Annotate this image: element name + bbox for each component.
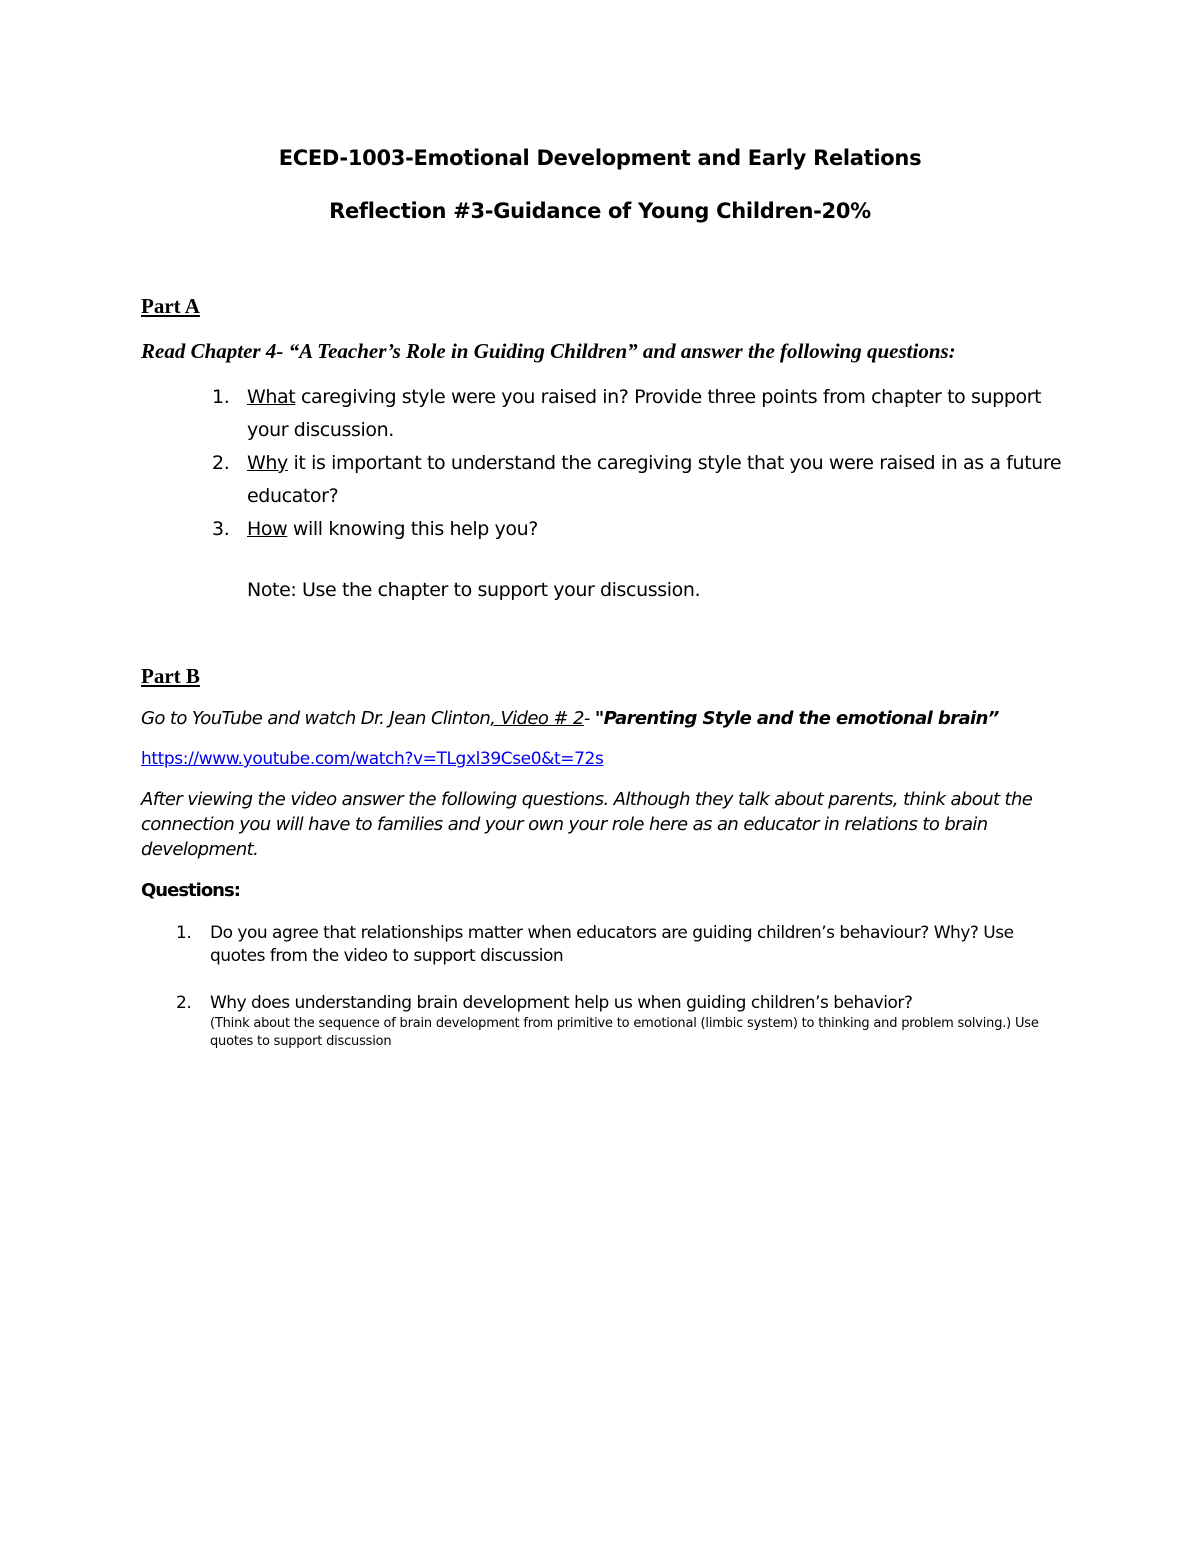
- course-title: ECED-1003-Emotional Development and Early Relations: [278, 146, 922, 170]
- question-number: 1.: [176, 923, 192, 943]
- part-a-heading: Part A: [141, 294, 200, 318]
- question-text: Do you agree that relationships matter when educators are guiding children’s behaviour? Why? Use quotes from the video to support discussion: [210, 923, 1014, 966]
- question-keyword: Why: [247, 452, 288, 474]
- part-a-question-1: [212, 381, 1062, 447]
- question-number: 3.: [212, 518, 230, 540]
- reflection-title: Reflection #3-Guidance of Young Children-20%: [329, 199, 871, 223]
- question-text: it is important to understand the caregiving style that you were raised in as a future educator?: [247, 452, 1062, 507]
- part-b-video-instruction: [141, 708, 999, 729]
- question-text: caregiving style were you raised in? Provide three points from chapter to support your discussion.: [247, 386, 1042, 441]
- question-number: 1.: [212, 386, 230, 408]
- part-b-heading: Part B: [141, 664, 200, 688]
- part-a-question-2: [212, 447, 1062, 513]
- question-text: Why does understanding brain development help us when guiding children’s behavior?: [210, 993, 913, 1013]
- part-a-question-3: [212, 513, 1062, 546]
- goto-dash: -: [583, 708, 595, 729]
- question-keyword: What: [247, 386, 296, 408]
- part-a-instruction: Read Chapter 4- “A Teacher’s Role in Guiding Children” and answer the following questions:: [141, 339, 956, 363]
- video-title: "Parenting Style and the emotional brain”: [594, 708, 999, 729]
- part-b-after-viewing-text: After viewing the video answer the following questions. Although they talk about parents, think about the connection you will have to families and your own your role here as an educator in relations to brain development.: [141, 789, 1033, 860]
- video-number: , Video # 2: [490, 708, 584, 729]
- part-a-note: Note: Use the chapter to support your discussion.: [247, 579, 701, 601]
- questions-label: Questions:: [141, 880, 240, 901]
- question-detail: (Think about the sequence of brain development from primitive to emotional (limbic system) to thinking and problem solving.) Use quotes to support discussion: [210, 1016, 1039, 1049]
- part-b-question-1: [176, 922, 1056, 968]
- part-b-question-2: [176, 992, 1056, 1051]
- goto-prefix: Go to YouTube and watch Dr. Jean Clinton: [141, 708, 491, 729]
- question-number: 2.: [212, 452, 230, 474]
- question-number: 2.: [176, 993, 192, 1013]
- youtube-link[interactable]: https://www.youtube.com/watch?v=TLgxl39Cse0&t=72s: [141, 749, 604, 769]
- question-text: will knowing this help you?: [287, 518, 538, 540]
- question-keyword: How: [247, 518, 288, 540]
